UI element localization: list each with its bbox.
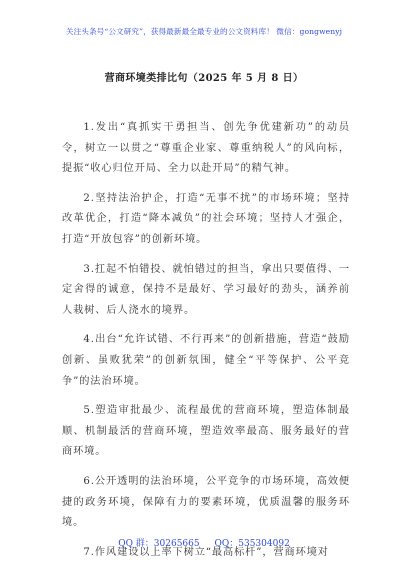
paragraph-1: 1.发出“真抓实干勇担当、创先争优建新功”的动员令，树立一以贯之“尊重企业家、尊重纳税人”的风向标，提振“收心归位开局、全力以赴开局”的精气神。	[62, 122, 350, 175]
document-title: 营商环境类排比句（2025 年 5 月 8 日）	[104, 73, 304, 84]
document-body	[62, 118, 350, 572]
paragraph-5: 5.塑造审批最少、流程最优的营商环境，塑造体制最顺、机制最活的营商环境，塑造效率最高、服务最好的营商环境。	[62, 405, 350, 458]
paragraph-7: 7.作风建设以上率下树立“最高标杆”，营商环境对	[83, 546, 329, 558]
paragraph-6: 6.公开透明的法治环境，公平竞争的市场环境，高效便捷的政务环境，保障有力的要素环境，优质温馨的服务环境。	[62, 475, 350, 529]
header-promo-note: 关注头条号“公文研究”，获得最新最全最专业的公文资料库！ 微信：gongwenyj	[65, 27, 343, 36]
footer-qq-group: QQ 群：30265665	[118, 539, 200, 549]
paragraph-4: 4.出台“允许试错、不行再来”的创新措施，营造“鼓励创新、虽败犹荣”的创新氛围，健全“平等保护、公平竞争”的法治环境。	[62, 334, 350, 387]
paragraph-2: 2.坚持法治护企，打造“无事不扰”的市场环境；坚持改革优企，打造“降本减负”的社会环境；坚持人才强企，打造“开放包容”的创新环境。	[62, 192, 350, 245]
footer-contact	[0, 536, 408, 549]
footer-qq-number: QQ：535304092	[214, 539, 290, 549]
paragraph-3: 3.扛起不怕错投、就怕错过的担当，拿出只要值得、一定舍得的诚意，保持不是最好、学习最好的劲头，涵养前人栽树、后人浇水的境界。	[62, 263, 350, 316]
